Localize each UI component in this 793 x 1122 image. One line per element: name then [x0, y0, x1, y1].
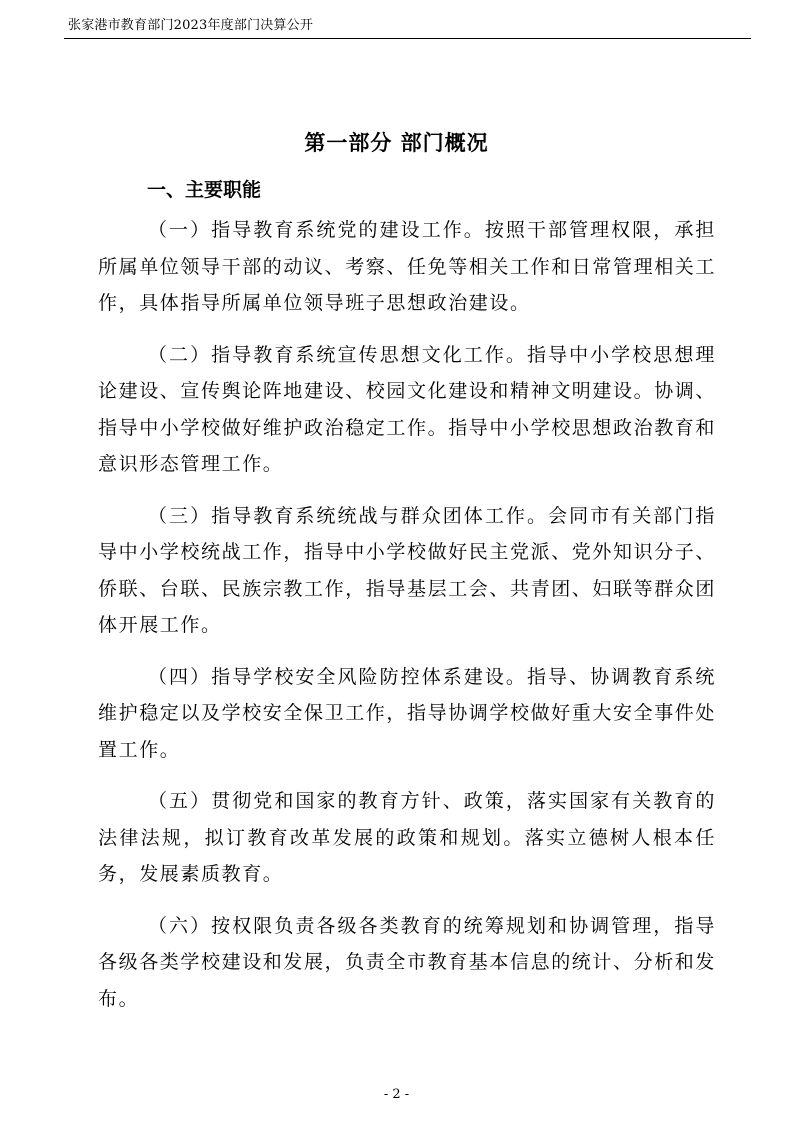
body-text: [98, 212, 716, 1032]
paragraph-3: （三）指导教育系统统战与群众团体工作。会同市有关部门指导中小学校统战工作，指导中小学校做好民主党派、党外知识分子、侨联、台联、民族宗教工作，指导基层工会、共青团、妇联等群众团体开展工作。: [98, 504, 717, 636]
paragraph-6: （六）按权限负责各级各类教育的统筹规划和协调管理，指导各级各类学校建设和发展，负责全市教育基本信息的统计、分析和发布。: [98, 914, 717, 1010]
paragraph-5: （五）贯彻党和国家的教育方针、政策，落实国家有关教育的法律法规，拟订教育改革发展的政策和规划。落实立德树人根本任务，发展素质教育。: [98, 790, 716, 885]
paragraph-4: （四）指导学校安全风险防控体系建设。指导、协调教育系统维护稳定以及学校安全保卫工作，指导协调学校做好重大安全事件处置工作。: [98, 665, 717, 761]
paragraph-1: （一）指导教育系统党的建设工作。按照干部管理权限，承担所属单位领导干部的动议、考察、任免等相关工作和日常管理相关工作，具体指导所属单位领导班子思想政治建设。: [98, 219, 717, 314]
section-heading: 一、主要职能: [147, 179, 262, 201]
running-header: 张家港市教育部门2023年度部门决算公开: [68, 18, 314, 33]
paragraph-2: （二）指导教育系统宣传思想文化工作。指导中小学校思想理论建设、宣传舆论阵地建设、校园文化建设和精神文明建设。协调、指导中小学校做好维护政治稳定工作。指导中小学校思想政治教育和意识形态管理工作。: [98, 343, 717, 475]
part-title: 第一部分 部门概况: [304, 131, 489, 155]
header-divider: [64, 38, 751, 39]
page-number: - 2 -: [383, 1087, 410, 1102]
